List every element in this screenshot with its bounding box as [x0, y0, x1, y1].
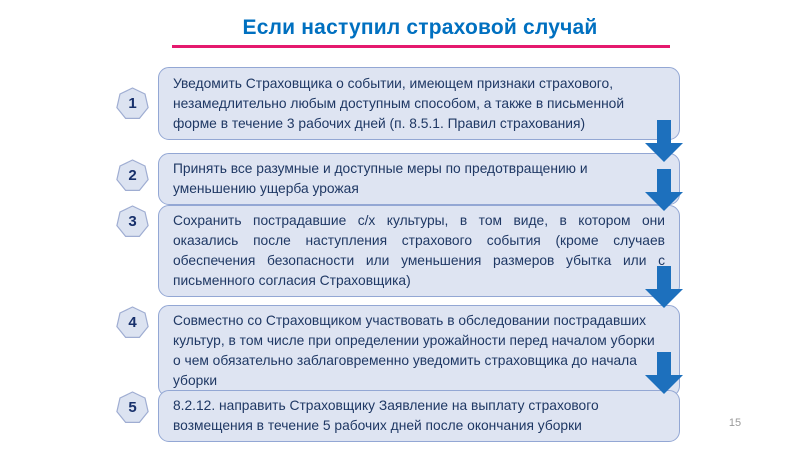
step-4-box: [158, 305, 680, 397]
step-text: 8.2.12. направить Страховщику Заявление на выплату страхового возмещения в течение 5 рабочих дней после окончания уборки: [173, 398, 599, 433]
step-text: Уведомить Страховщика о событии, имеющем признаки страхового, незамедлительно любым доступным способом, а также в письменной форме в течение 3 рабочих дней (п. 8.5.1. Правил страхования): [173, 75, 625, 131]
step-2-box: [158, 153, 680, 205]
step-text: Совместно со Страховщиком участвовать в обследовании пострадавших культур, в том числе при определении урожайности перед началом уборки о чем обязательно заблаговременно уведомить страховщика до начала уборки: [173, 313, 655, 388]
step-5-badge: [115, 390, 150, 426]
title-underline: [172, 45, 670, 48]
slide-title: Если наступил страховой случай: [242, 16, 598, 39]
step-number: 3: [128, 213, 137, 230]
step-1-badge: [115, 86, 150, 122]
step-2-badge: [115, 158, 150, 194]
step-number: 4: [128, 314, 137, 331]
step-5-box: [158, 390, 680, 442]
step-1-box: [158, 67, 680, 140]
arrow-down-icon: [645, 266, 683, 308]
arrow-down-icon: [645, 352, 683, 394]
step-text: Принять все разумные и доступные меры по предотвращению и уменьшению ущерба урожая: [173, 161, 588, 196]
step-number: 5: [128, 399, 137, 416]
page-number: 15: [728, 417, 742, 429]
arrow-down-icon: [645, 120, 683, 162]
step-4-badge: [115, 305, 150, 341]
step-text: Сохранить пострадавшие с/х культуры, в том виде, в котором они оказались после наступления страхового события (кроме случаев обеспечения безопасности или уменьшения размеров убытка или с письменного согласия Страховщика): [173, 213, 665, 288]
step-3-box: [158, 205, 680, 297]
arrow-down-icon: [645, 169, 683, 211]
step-3-badge: [115, 204, 150, 240]
step-number: 1: [128, 95, 137, 112]
step-number: 2: [128, 167, 137, 184]
